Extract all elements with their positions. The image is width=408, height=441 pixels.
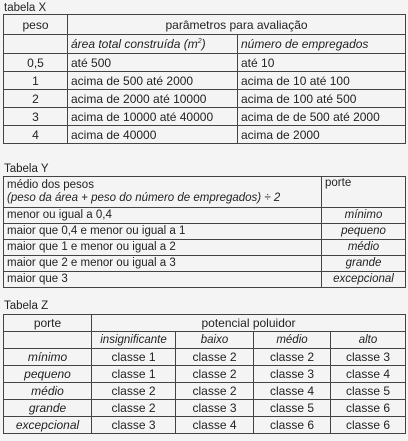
- area-cell: até 500: [68, 54, 238, 72]
- tabela-z: [3, 314, 406, 434]
- tabela-y-header-medio: [4, 177, 322, 208]
- tabela-x-subheader-empregados: número de empregados: [238, 35, 406, 54]
- porte-cell: médio: [4, 383, 92, 400]
- table-row: [4, 272, 406, 288]
- table-row: [4, 417, 406, 434]
- area-cell: acima de 40000: [68, 126, 238, 144]
- classe-cell: classe 6: [331, 417, 406, 434]
- empregados-cell: até 10: [238, 54, 406, 72]
- classe-cell: classe 2: [92, 400, 176, 417]
- medio-cell: maior que 1 e menor ou igual a 2: [4, 240, 322, 256]
- classe-cell: classe 2: [176, 366, 254, 383]
- porte-cell: mínimo: [4, 349, 92, 366]
- medio-cell: maior que 3: [4, 272, 322, 288]
- classe-cell: classe 5: [254, 400, 331, 417]
- area-cell: acima de 10000 até 40000: [68, 108, 238, 126]
- tabela-z-subheader-empty: [4, 332, 92, 349]
- classe-cell: classe 2: [176, 383, 254, 400]
- peso-cell: 3: [4, 108, 68, 126]
- table-row: [4, 126, 406, 144]
- area-cell: acima de 500 até 2000: [68, 72, 238, 90]
- table-row: [4, 54, 406, 72]
- table-row: [4, 72, 406, 90]
- empregados-cell: acima de 10 até 100: [238, 72, 406, 90]
- classe-cell: classe 4: [176, 417, 254, 434]
- classe-cell: classe 5: [331, 383, 406, 400]
- table-row: [4, 108, 406, 126]
- medio-cell: menor ou igual a 0,4: [4, 208, 322, 224]
- area-label: área total construída (m: [71, 37, 198, 51]
- classe-cell: classe 1: [92, 349, 176, 366]
- table-row: [4, 90, 406, 108]
- tabela-y-caption: Tabela Y: [4, 163, 49, 175]
- classe-cell: classe 3: [331, 349, 406, 366]
- porte-cell: grande: [4, 400, 92, 417]
- porte-cell: excepcional: [4, 417, 92, 434]
- table-row: [4, 208, 406, 224]
- tabela-x-subheader-empty: [4, 35, 68, 54]
- classe-cell: classe 6: [254, 417, 331, 434]
- medio-cell: maior que 2 e menor ou igual a 3: [4, 256, 322, 272]
- porte-cell: pequeno: [4, 366, 92, 383]
- tabela-z-header-porte: porte: [4, 315, 92, 332]
- peso-cell: 4: [4, 126, 68, 144]
- area-close: ): [201, 37, 206, 51]
- tabela-x: [3, 14, 406, 144]
- tabela-z-caption: Tabela Z: [4, 300, 49, 312]
- classe-cell: classe 4: [254, 383, 331, 400]
- tabela-y-header-line1: médio dos pesos: [7, 179, 94, 191]
- empregados-cell: acima de 2000: [238, 126, 406, 144]
- table-row: [4, 224, 406, 240]
- tabela-x-header-peso: peso: [4, 15, 68, 35]
- tabela-y-header-line2: (peso da área + peso do número de empregados) ÷ 2: [7, 192, 281, 204]
- subheader-alto: alto: [331, 332, 406, 349]
- porte-cell: mínimo: [322, 208, 406, 224]
- table-row: [4, 366, 406, 383]
- area-superscript: 2: [197, 38, 202, 45]
- porte-cell: grande: [322, 256, 406, 272]
- porte-cell: pequeno: [322, 224, 406, 240]
- subheader-medio: médio: [254, 332, 331, 349]
- classe-cell: classe 3: [92, 417, 176, 434]
- peso-cell: 1: [4, 72, 68, 90]
- table-row: [4, 383, 406, 400]
- classe-cell: classe 2: [254, 349, 331, 366]
- table-row: [4, 256, 406, 272]
- porte-cell: médio: [322, 240, 406, 256]
- peso-cell: 2: [4, 90, 68, 108]
- empregados-cell: acima de 100 até 500: [238, 90, 406, 108]
- tabela-y-header-porte: porte: [322, 177, 406, 208]
- classe-cell: classe 6: [331, 400, 406, 417]
- tabela-x-caption: tabela X: [4, 2, 47, 14]
- table-row: [4, 400, 406, 417]
- empregados-cell: acima de de 500 até 2000: [238, 108, 406, 126]
- tabela-z-header-potencial: potencial poluidor: [92, 315, 406, 332]
- classe-cell: classe 3: [254, 366, 331, 383]
- classe-cell: classe 2: [176, 349, 254, 366]
- subheader-insignificante: insignificante: [92, 332, 176, 349]
- classe-cell: classe 2: [92, 383, 176, 400]
- medio-cell: maior que 0,4 e menor ou igual a 1: [4, 224, 322, 240]
- subheader-baixo: baixo: [176, 332, 254, 349]
- peso-cell: 0,5: [4, 54, 68, 72]
- tabela-x-subheader-area: [68, 35, 238, 54]
- classe-cell: classe 4: [331, 366, 406, 383]
- porte-cell: excepcional: [322, 272, 406, 288]
- tabela-y: [3, 176, 406, 288]
- tabela-x-header-parametros: parâmetros para avaliação: [68, 15, 406, 35]
- table-row: [4, 349, 406, 366]
- classe-cell: classe 3: [176, 400, 254, 417]
- classe-cell: classe 1: [92, 366, 176, 383]
- table-row: [4, 240, 406, 256]
- area-cell: acima de 2000 até 10000: [68, 90, 238, 108]
